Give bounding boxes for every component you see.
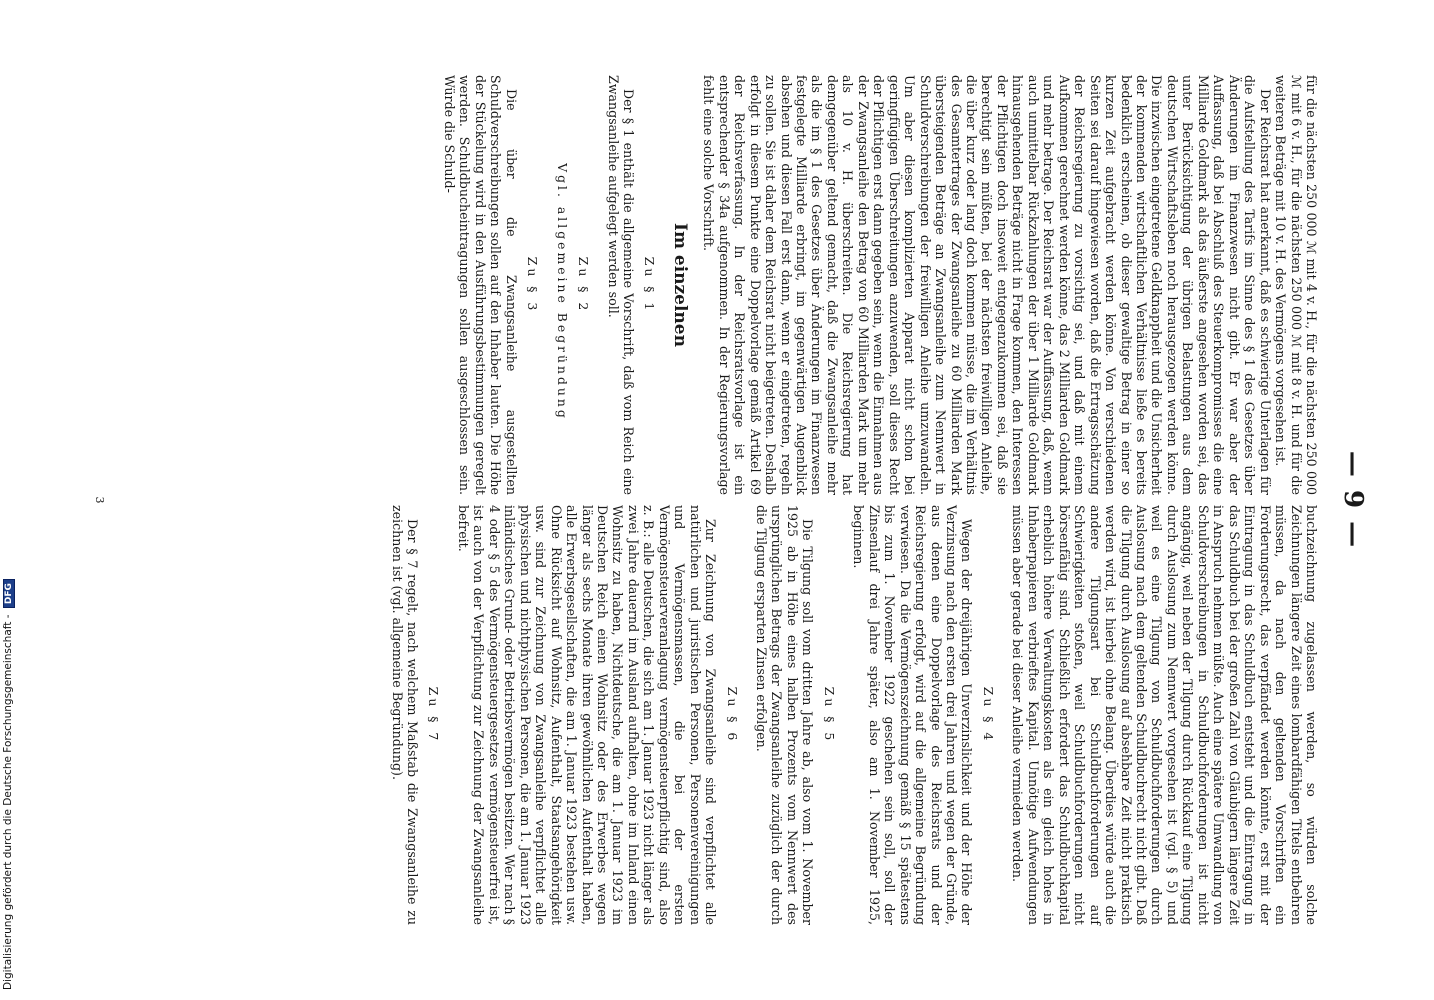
paragraph: Der § 7 regelt, nach welchem Maßstab die Zwangsanleihe zu zeichnen ist (vgl. allgemeine Begründung). <box>389 505 420 925</box>
page-number: — 9 — <box>1338 450 1368 550</box>
footer-number: 3 <box>93 496 106 504</box>
paragraph: Wegen der dreijährigen Unverzinslichkeit und der Höhe der Verzinsung nach den ersten drei Jahren und wegen der Gründe, aus denen eine Doppelvorlage des Reichsrats und der Reichsregierung erfolgt, wird auf die allgemeine Begründung verwiesen. Da die Vermögenszeichnung gemäß § 15 spätestens bis zum 1. November 1922 geschehen sein soll, soll der Zinsenlauf drei Jahre später, also am 1. November 1925, beginnen. <box>851 505 975 925</box>
left-text-column <box>441 75 1319 495</box>
digitization-note <box>2 579 15 990</box>
subsection-heading: Zu § 5 <box>821 686 837 744</box>
paragraph: Zur Zeichnung von Zwangsanleihe sind verpflichtet alle natürlichen und juristischen Personen, Personenvereinigungen und Vermögensmassen, die bei der ersten Vermögensteuerveranlagung vermögensteuerpflichtig sind, also z. B.: alle Deutschen, die sich am 1. Januar 1923 nicht länger als zwei Jahre dauernd im Ausland aufhalten, ohne im Inland einen Wohnsitz zu haben, Nichtdeutsche, die am 1. Januar 1923 im Deutschen Reich einen Wohnsitz oder des Erwerbes wegen länger als sechs Monate ihren gewöhnlichen Aufenthalt haben, alle Erwerbsgesellschaften, die am 1. Januar 1923 bestehen usw. Ohne Rücksicht auf Wohnsitz, Aufenthalt, Staatsangehörigkeit usw. sind zur Zeichnung von Zwangsanleihe verpflichtet alle physischen und nichtphysischen Personen, die am 1. Januar 1923 inländisches Grund- oder Betriebsvermögen besitzen. Wer nach § 4 oder § 5 des Vermögensteuergesetzes vermögensteuerfrei ist, ist auch von der Verpflichtung zur Zeichnung der Zwangsanleihe befreit. <box>455 505 719 925</box>
subsection-heading: Zu § 7 <box>426 686 442 744</box>
subsection-heading: Zu § 6 <box>724 686 740 744</box>
paragraph: Die über die Zwangsanleihe ausgestellten Schuldverschreibungen sollen auf den Inhaber lauten. Die Höhe der Stückelung wird in den Ausführungsbestimmungen geregelt werden. Schuldbucheintragungen sollen ausgeschlossen sein. Würde die Schuld- <box>441 75 519 495</box>
right-text-column <box>389 505 1319 925</box>
paragraph: Die Tilgung soll vom dritten Jahre ab, also vom 1. November 1925 ab in Höhe eines halben Prozents vom Nennwert des ursprünglichen Betrags der Zwangsanleihe zuzüglich der durch die Tilgung ersparten Zinsen erfolgen. <box>754 505 816 925</box>
paragraph: Der Reichsrat hat anerkannt, daß es schwierige Unterlagen für die Aufstellung des Tarifs im Sinne des § 1 des Gesetzes über Änderungen im Finanzwesen nicht gibt. Er war aber der Auffassung, daß bei Abschluß des Steuerkompromisses die eine Milliarde Goldmark als das äußerste angesehen worden sei, das unter Berücksichtigung der übrigen Belastungen aus dem deutschen Wirtschaftsleben noch herausgezogen werden könne. Die inzwischen eingetretene Geldknappheit und die Unsicherheit der kommenden wirtschaftlichen Verhältnisse ließe es bereits bedenklich erscheinen, ob dieser gewaltige Betrag in einer so kurzen Zeit aufgebracht werden könne. Von verschiedenen Seiten sei darauf hingewiesen worden, daß die Ertragsschätzung der Reichsregierung zu vorsichtig sei, und daß mit einem Aufkommen gerechnet werden könne, das 2 Milliarden Goldmark und mehr betrage. Der Reichsrat war der Auffassung, daß, wenn auch unmittelbar Rückzahlungen der über 1 Milliarde Goldmark hinausgehenden Beträge nicht in Frage kommen, den Interessen der Pflichtigen doch insoweit entgegenzukommen sei, daß sie berechtigt sein müßten, bei der nächsten freiwilligen Anleihe, die über kurz oder lang doch kommen müsse, die im Verhältnis des Gesamtertrages der Zwangsanleihe zu 60 Milliarden Mark übersteigenden Beträge an Zwangsanleihe zum Nennwert in Schuldverschreibungen der freiwilligen Anleihe umzuwandeln. Um aber diesen komplizierten Apparat nicht schon bei geringfügigen Überschreitungen anzuwenden, soll dieses Recht der Pflichtigen erst dann gegeben sein, wenn die Einnahmen aus der Zwangsanleihe den Betrag von 60 Milliarden Mark um mehr als 10 v. H. überschreiten. Die Reichsregierung hat demgegenüber geltend gemacht, daß die Zwangsanleihe mehr als die im § 1 des Gesetzes über Änderungen im Finanzwesen festgelegte Milliarde erbringt, im gegenwärtigen Augenblick absehen und diesen Fall erst dann, wenn er eingetreten, regeln zu sollen. Sie ist daher dem Reichsrat nicht beigetreten. Deshalb erfolgt in diesem Punkte eine Doppelvorlage gemäß Artikel 69 der Reichsverfassung. In der Reichsratsvorlage ist ein entsprechender § 34a aufgenommen. In der Regierungsvorlage fehlt eine solche Vorschrift. <box>701 75 1273 495</box>
subsection-heading: Zu § 2 <box>576 256 592 314</box>
dfg-logo: DFG <box>3 579 15 608</box>
digitization-note-text: Digitalisierung gefördert durch die Deutsche Forschungsgemeinschaft - <box>2 614 14 990</box>
section-heading: Im einzelnen <box>669 223 690 347</box>
subsection-heading: Zu § 3 <box>525 256 541 314</box>
paragraph: für die nächsten 250 000 ℳ mit 4 v. H., für die nächsten 250 000 ℳ mit 6 v. H., für die nächsten 250 000 ℳ mit 8 v. H. und für die weiteren Beträge mit 10 v. H. des Vermögens vorgesehen ist. <box>1273 75 1319 495</box>
subsection-heading: Zu § 1 <box>642 256 658 314</box>
paragraph: Der § 1 enthält die allgemeine Vorschrift, daß vom Reich eine Zwangsanleihe aufgelegt werden soll. <box>605 75 636 495</box>
paragraph: Vgl. allgemeine Begründung <box>554 163 570 421</box>
subsection-heading: Zu § 4 <box>980 686 996 744</box>
paragraph: buchzeichnung zugelassen werden, so würden solche Zeichnungen längere Zeit eines lombardfähigen Titels entbehren müssen, da nach den geltenden Vorschriften ein Forderungsrecht, das verpfändet werden könnte, erst mit der Eintragung in das Schuldbuch entsteht und die Eintragung in das Schuldbuch bei der großen Zahl von Gläubigern längere Zeit in Anspruch nehmen müßte. Auch eine spätere Umwandlung von Schuldverschreibungen in Schuldbuchforderungen ist nicht angängig, weil neben der Tilgung durch Rückkauf eine Tilgung durch Auslosung zum Nennwert vorgesehen ist (vgl. § 5) und weil es eine Tilgung von Schuldbuchforderungen durch Auslosung nach dem geltenden Schuldbuchrecht nicht gibt. Daß die Tilgung durch Auslosung auf absehbare Zeit nicht praktisch werden wird, ist hierbei ohne Belang. Überdies würde auch die andere Tilgungsart bei Schuldbuchforderungen auf Schwierigkeiten stoßen, weil Schuldbuchforderungen nicht börsenfähig sind. Schließlich erfordert das Schuldbuchkapital erheblich höhere Verwaltungskosten als ein gleich hohes in Inhaberpapieren verbrieftes Kapital. Unnötige Aufwendungen müssen aber gerade bei dieser Anleihe vermieden werden. <box>1010 505 1319 925</box>
